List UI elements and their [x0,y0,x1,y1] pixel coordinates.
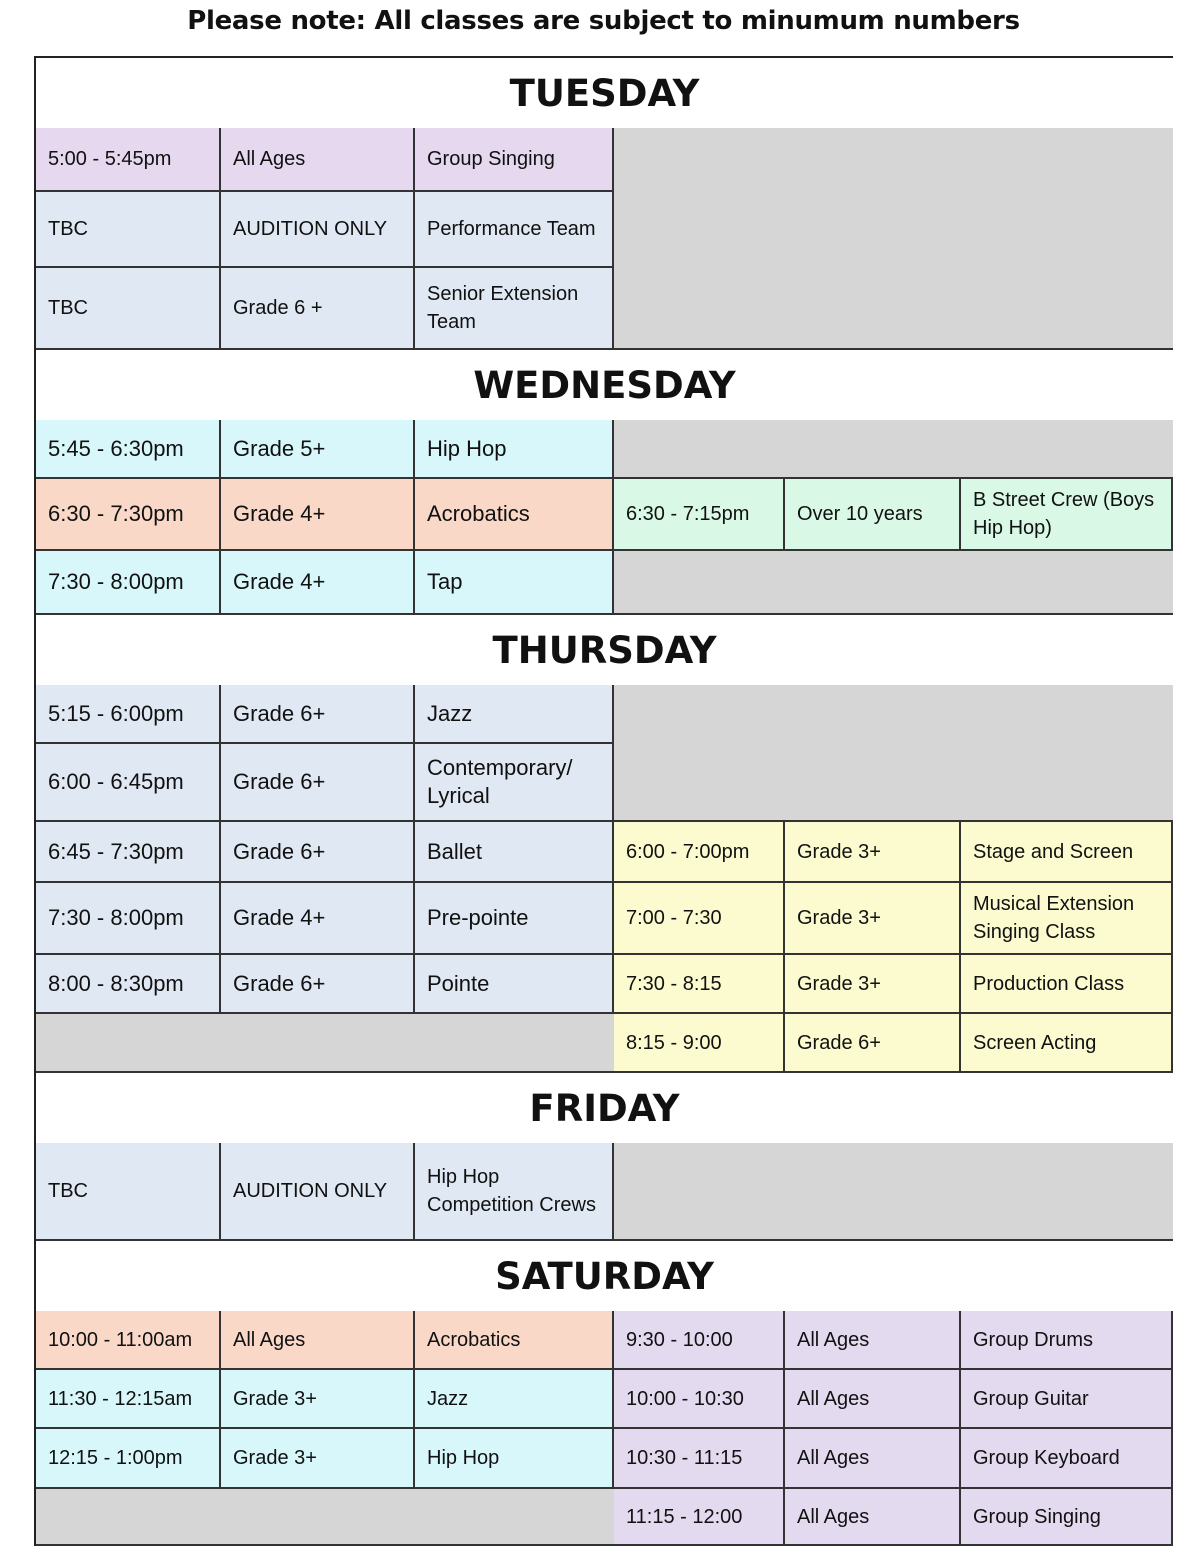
empty-slot [614,420,1173,479]
wednesday-left-level-cell: Grade 4+ [221,551,415,615]
thursday-right-level-cell: Grade 3+ [785,955,961,1014]
friday-time-cell: TBC [36,1143,221,1241]
tuesday-time-cell: TBC [36,192,221,268]
thursday-left-level-cell: Grade 6+ [221,955,415,1014]
day-header-friday: FRIDAY [36,1071,1173,1145]
class-timetable [34,56,1173,1546]
saturday-right-time-cell: 10:00 - 10:30 [614,1370,785,1429]
day-header-thursday: THURSDAY [36,613,1173,687]
thursday-right-class-cell: Stage and Screen [961,822,1173,883]
wednesday-left-class-cell: Hip Hop [415,420,614,479]
thursday-left-class-cell: Contemporary/ Lyrical [415,744,614,822]
wednesday-left-level-cell: Grade 4+ [221,479,415,551]
saturday-left-class-cell: Jazz [415,1370,614,1429]
empty-slot [614,551,1173,615]
saturday-left-level-cell: Grade 3+ [221,1370,415,1429]
tuesday-class-cell: Senior Extension Team [415,268,614,350]
thursday-right-level-cell: Grade 3+ [785,822,961,883]
thursday-left-time-cell: 5:15 - 6:00pm [36,685,221,744]
empty-slot [614,128,1173,350]
empty-slot [36,1014,614,1073]
day-header-saturday: SATURDAY [36,1239,1173,1313]
friday-level-cell: AUDITION ONLY [221,1143,415,1241]
saturday-right-class-cell: Group Guitar [961,1370,1173,1429]
thursday-right-class-cell: Musical Extension Singing Class [961,883,1173,955]
thursday-left-class-cell: Ballet [415,822,614,883]
saturday-right-class-cell: Group Drums [961,1311,1173,1370]
saturday-right-level-cell: All Ages [785,1311,961,1370]
thursday-right-time-cell: 7:30 - 8:15 [614,955,785,1014]
saturday-right-level-cell: All Ages [785,1429,961,1489]
empty-slot [36,1489,614,1546]
empty-slot [614,1143,1173,1241]
thursday-left-level-cell: Grade 6+ [221,822,415,883]
saturday-right-class-cell: Group Keyboard [961,1429,1173,1489]
saturday-left-class-cell: Acrobatics [415,1311,614,1370]
tuesday-level-cell: Grade 6 + [221,268,415,350]
wednesday-right-time-cell: 6:30 - 7:15pm [614,479,785,551]
saturday-right-time-cell: 10:30 - 11:15 [614,1429,785,1489]
tuesday-class-cell: Group Singing [415,128,614,192]
thursday-left-level-cell: Grade 6+ [221,744,415,822]
thursday-left-time-cell: 7:30 - 8:00pm [36,883,221,955]
thursday-right-time-cell: 6:00 - 7:00pm [614,822,785,883]
thursday-right-class-cell: Production Class [961,955,1173,1014]
tuesday-level-cell: All Ages [221,128,415,192]
wednesday-left-time-cell: 6:30 - 7:30pm [36,479,221,551]
saturday-left-time-cell: 10:00 - 11:00am [36,1311,221,1370]
thursday-right-level-cell: Grade 6+ [785,1014,961,1073]
day-header-tuesday: TUESDAY [36,58,1173,130]
wednesday-left-class-cell: Acrobatics [415,479,614,551]
saturday-left-level-cell: Grade 3+ [221,1429,415,1489]
saturday-left-level-cell: All Ages [221,1311,415,1370]
wednesday-left-level-cell: Grade 5+ [221,420,415,479]
wednesday-right-class-cell: B Street Crew (Boys Hip Hop) [961,479,1173,551]
day-header-wednesday: WEDNESDAY [36,348,1173,422]
empty-slot [614,685,1173,822]
thursday-left-time-cell: 6:00 - 6:45pm [36,744,221,822]
tuesday-time-cell: TBC [36,268,221,350]
thursday-left-class-cell: Pointe [415,955,614,1014]
thursday-left-level-cell: Grade 4+ [221,883,415,955]
saturday-left-time-cell: 11:30 - 12:15am [36,1370,221,1429]
thursday-left-time-cell: 6:45 - 7:30pm [36,822,221,883]
thursday-right-class-cell: Screen Acting [961,1014,1173,1073]
tuesday-time-cell: 5:00 - 5:45pm [36,128,221,192]
thursday-right-level-cell: Grade 3+ [785,883,961,955]
saturday-right-time-cell: 11:15 - 12:00 [614,1489,785,1546]
wednesday-left-class-cell: Tap [415,551,614,615]
saturday-right-level-cell: All Ages [785,1370,961,1429]
thursday-right-time-cell: 8:15 - 9:00 [614,1014,785,1073]
notice-heading: Please note: All classes are subject to minumum numbers [187,6,1020,36]
saturday-right-level-cell: All Ages [785,1489,961,1546]
thursday-right-time-cell: 7:00 - 7:30 [614,883,785,955]
wednesday-right-level-cell: Over 10 years [785,479,961,551]
thursday-left-time-cell: 8:00 - 8:30pm [36,955,221,1014]
saturday-right-time-cell: 9:30 - 10:00 [614,1311,785,1370]
thursday-left-class-cell: Pre-pointe [415,883,614,955]
thursday-left-level-cell: Grade 6+ [221,685,415,744]
thursday-left-class-cell: Jazz [415,685,614,744]
tuesday-level-cell: AUDITION ONLY [221,192,415,268]
friday-class-cell: Hip Hop Competition Crews [415,1143,614,1241]
saturday-right-class-cell: Group Singing [961,1489,1173,1546]
saturday-left-class-cell: Hip Hop [415,1429,614,1489]
tuesday-class-cell: Performance Team [415,192,614,268]
wednesday-left-time-cell: 5:45 - 6:30pm [36,420,221,479]
saturday-left-time-cell: 12:15 - 1:00pm [36,1429,221,1489]
wednesday-left-time-cell: 7:30 - 8:00pm [36,551,221,615]
